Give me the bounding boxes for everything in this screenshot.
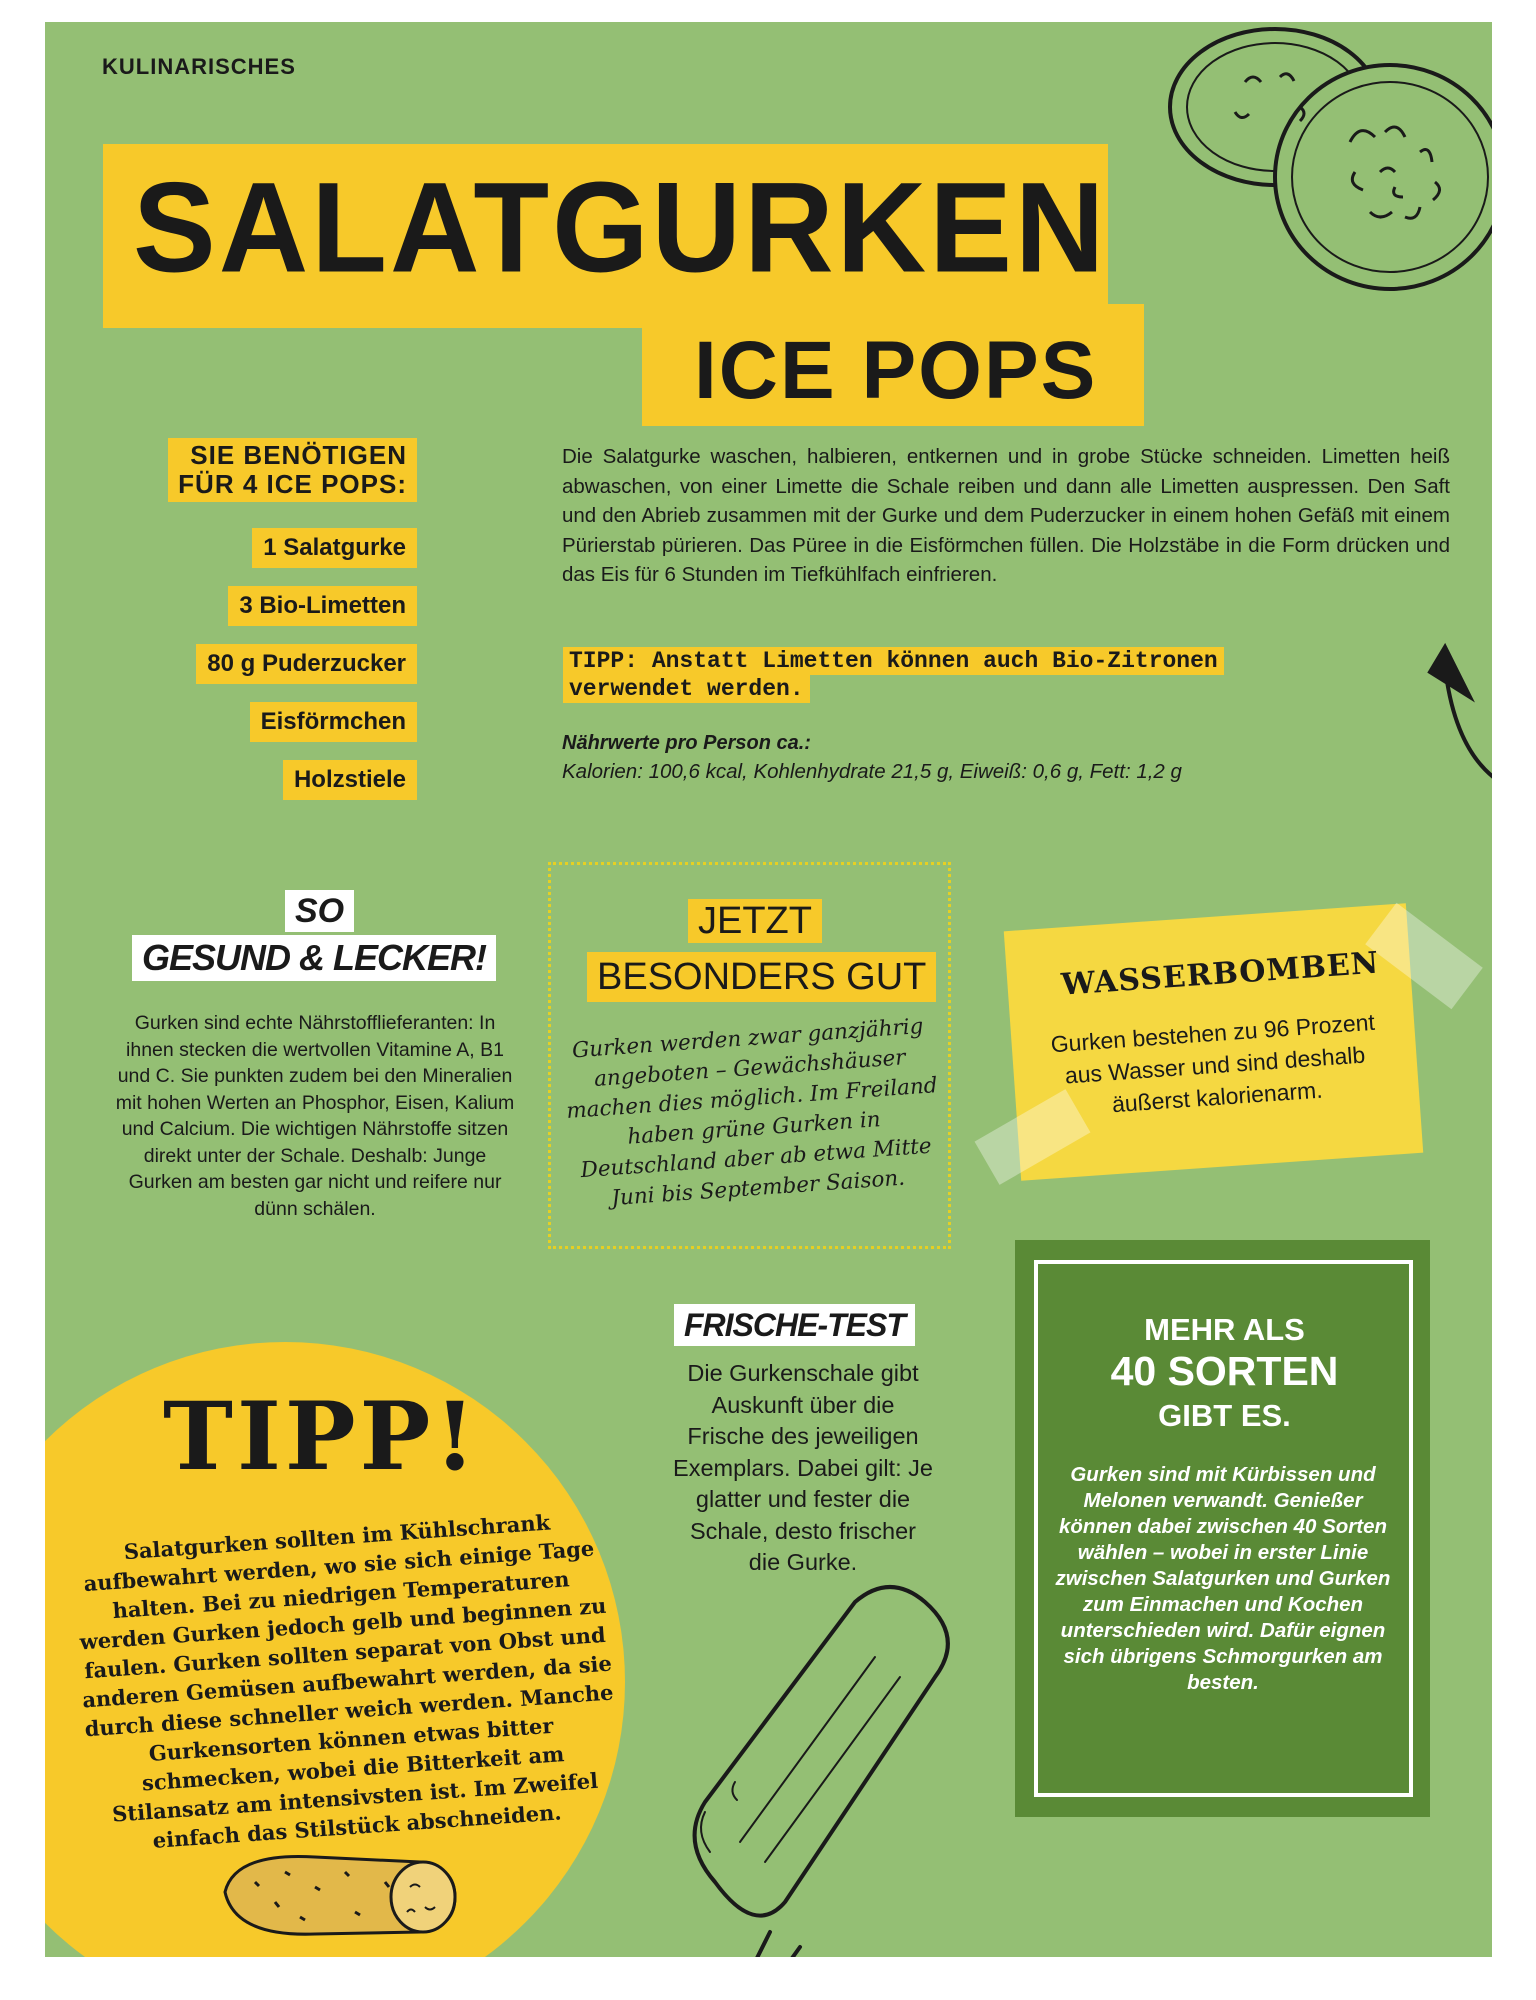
varieties-heading-line3: GIBT ES. (1158, 1398, 1291, 1433)
cucumber-piece-illustration (205, 1842, 475, 1942)
arrow-icon (1425, 642, 1492, 792)
ingredients-heading (168, 438, 417, 502)
freshness-heading: FRISCHE-TEST (674, 1304, 915, 1346)
tip-heading: TIPP! (163, 1382, 480, 1492)
magazine-page (45, 22, 1492, 1957)
page-subtitle: ICE POPS (694, 325, 1098, 416)
season-heading-line2: BESONDERS GUT (587, 952, 936, 1002)
ingredient-item: Eisförmchen (250, 702, 417, 742)
page-title: SALATGURKEN (133, 156, 1108, 300)
gesund-heading: GESUND & LECKER! (132, 935, 496, 981)
title-highlight (103, 144, 1108, 328)
method-text: Die Salatgurke waschen, halbieren, entkernen und in grobe Stücke schneiden. Limetten heiß abwaschen, von einer Limette die Schale reiben und dann alle Limetten auspressen. Den Saft und den Abrieb zusammen mit der Gurke und dem Puderzucker in einem hohen Gefäß mit einem Pürierstab pürieren. Das Püree in die Eisförmchen füllen. Die Holzstäbe in die Form drücken und das Eis für 6 Stunden im Tiefkühlfach einfrieren. (562, 445, 1450, 586)
season-heading-line1: JETZT (688, 899, 822, 943)
ingredient-item: 3 Bio-Limetten (228, 586, 417, 626)
nutrition-text: Kalorien: 100,6 kcal, Kohlenhydrate 21,5 g, Eiweiß: 0,6 g, Fett: 1,2 g (562, 760, 1182, 783)
freshness-text: Die Gurkenschale gibt Auskunft über die Frische des jeweiligen Exemplars. Dabei gilt: Je glatter und fester die Schale, desto frischer die Gurke. (673, 1360, 933, 1575)
cucumber-slices-illustration (1135, 22, 1492, 362)
gesund-heading-small: SO (285, 890, 354, 932)
section-label: KULINARISCHES (102, 54, 296, 79)
ingredient-item: 80 g Puderzucker (196, 644, 417, 684)
method-tip-line1: TIPP: Anstatt Limetten können auch Bio-Zitronen (563, 647, 1224, 675)
method-tip-line2: verwendet werden. (563, 675, 810, 703)
subtitle-highlight (642, 304, 1144, 426)
ingredient-item: 1 Salatgurke (252, 528, 417, 568)
method-tip (563, 647, 1224, 703)
tip-text: Salatgurken sollten im Kühlschrank aufbewahrt werden, wo sie sich einige Tage halten. Bei zu niedrigen Temperaturen werden Gurken jedoch gelb und beginnen zu faulen. Gurken sollten separat von Obst und anderen Gemüsen aufbewahrt werden, da sie durch diese schneller weich werden. Manche Gurkensorten können etwas bitter schmecken, wobei die Bitterkeit am Stilansatz am intensivsten ist. Im Zweifel einfach das Stilstück abschneiden. (78, 1509, 615, 1853)
water-text: Gurken bestehen zu 96 Prozent aus Wasser und sind deshalb äußerst kalorienarm. (1049, 1008, 1376, 1118)
ice-pop-illustration (675, 1582, 1005, 1957)
nutrition-heading: Nährwerte pro Person ca.: (562, 732, 811, 754)
ingredients-heading-line1: SIE BENÖTIGEN (190, 440, 407, 470)
season-text: Gurken werden zwar ganzjährig angeboten – Gewächshäuser machen dies möglich. Im Freiland haben grüne Gurken in Deutschland aber ab etwa Mitte Juni bis September Saison. (565, 1013, 939, 1212)
ingredients-heading-line2: FÜR 4 ICE POPS: (178, 469, 407, 499)
varieties-heading-line1: MEHR ALS (1144, 1312, 1305, 1347)
gesund-text: Gurken sind echte Nährstofflieferanten: In ihnen stecken die wertvollen Vitamine A, B1 und C. Sie punkten zudem bei den Mineralien mit hohen Werten an Phosphor, Eisen, Kalium und Calcium. Die wichtigen Nährstoffe sitzen direkt unter der Schale. Deshalb: Junge Gurken am besten gar nicht und reifere nur dünn schälen. (115, 1012, 515, 1220)
ingredient-item: Holzstiele (283, 760, 417, 800)
varieties-text: Gurken sind mit Kürbissen und Melonen verwandt. Genießer können dabei zwischen 40 Sorten wählen – wobei in erster Linie zwischen Salatgurken und Gurken zum Einmachen und Kochen unterschieden wird. Dafür eignen sich übrigens Schmorgurken am besten. (1055, 1463, 1391, 1694)
varieties-heading-line2: 40 SORTEN (1110, 1348, 1339, 1394)
water-heading: WASSERBOMBEN (1060, 945, 1381, 1003)
